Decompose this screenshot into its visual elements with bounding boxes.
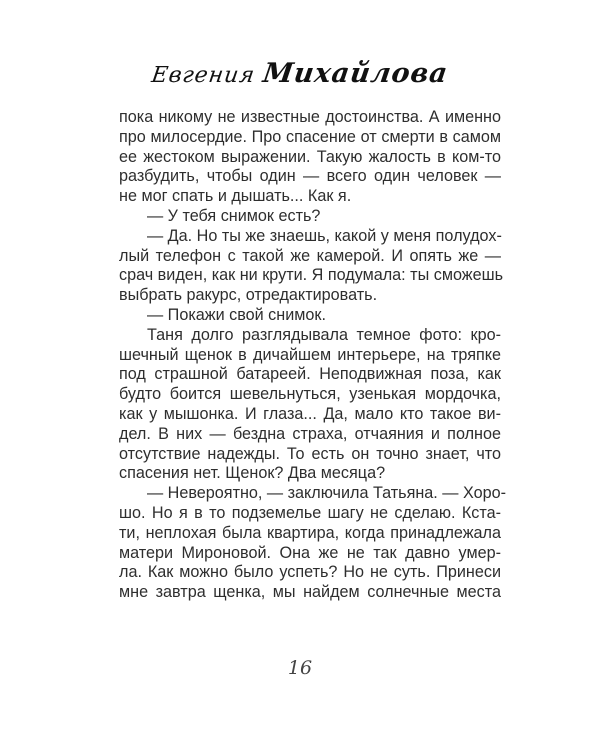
text-line: срач виден, как ни крути. Я подумала: ты сможешь: [119, 266, 504, 285]
text-line: лый телефон с такой же камерой. И опять же —: [119, 246, 501, 265]
text-line: дел. В них — бездна страха, отчаяния и полное: [119, 424, 501, 443]
text-line: — Да. Но ты же знаешь, какой у меня полудох-: [147, 226, 502, 245]
text-line: ее жестоком выражении. Такую жалость в ком-то: [119, 147, 501, 166]
text-line: шо. Но я в то подземелье шагу не сделаю. Кста-: [119, 503, 501, 522]
text-line: пока никому не известные достоинства. А именно: [119, 108, 501, 126]
author-last-name: Михайлова: [261, 58, 451, 89]
text-line: разбудить, чтобы один — всего один человек —: [119, 167, 501, 186]
text-line: про милосердие. Про спасение от смерти в самом: [119, 127, 501, 146]
text-line: под страшной батареей. Неподвижная поза, как: [119, 365, 501, 384]
text-line: — Невероятно, — заключила Татьяна. — Хоро-: [147, 484, 507, 503]
text-line: Таня долго разглядывала темное фото: кро-: [147, 325, 501, 344]
author-first-name: Евгения: [149, 63, 257, 88]
text-line: выбрать ракурс, отредактировать.: [119, 286, 378, 305]
page-number: 16: [287, 657, 313, 679]
running-head-author: [0, 58, 600, 89]
text-line: будто боится шевельнуться, узенькая мордочка,: [119, 385, 501, 404]
body-text: [119, 108, 507, 603]
text-line: мне завтра щенка, мы найдем солнечные места: [119, 583, 501, 602]
text-line: ти, неплохая была квартира, когда принадлежала: [119, 523, 501, 542]
text-line: ла. Как можно было успеть? Но не суть. Принеси: [119, 563, 501, 582]
text-line: спасения нет. Щенок? Два месяца?: [119, 464, 386, 483]
text-line: отсутствие надежды. То есть он точно знает, что: [119, 444, 501, 463]
text-line: — Покажи свой снимок.: [147, 305, 326, 324]
text-line: не мог спать и дышать... Как я.: [119, 187, 352, 206]
text-line: — У тебя снимок есть?: [147, 206, 321, 225]
text-line: шечный щенок в дичайшем интерьере, на тряпке: [119, 345, 501, 364]
text-line: как у мышонка. И глаза... Да, мало кто такое ви-: [119, 404, 501, 423]
text-line: матери Мироновой. Она же не так давно умер-: [119, 543, 501, 562]
